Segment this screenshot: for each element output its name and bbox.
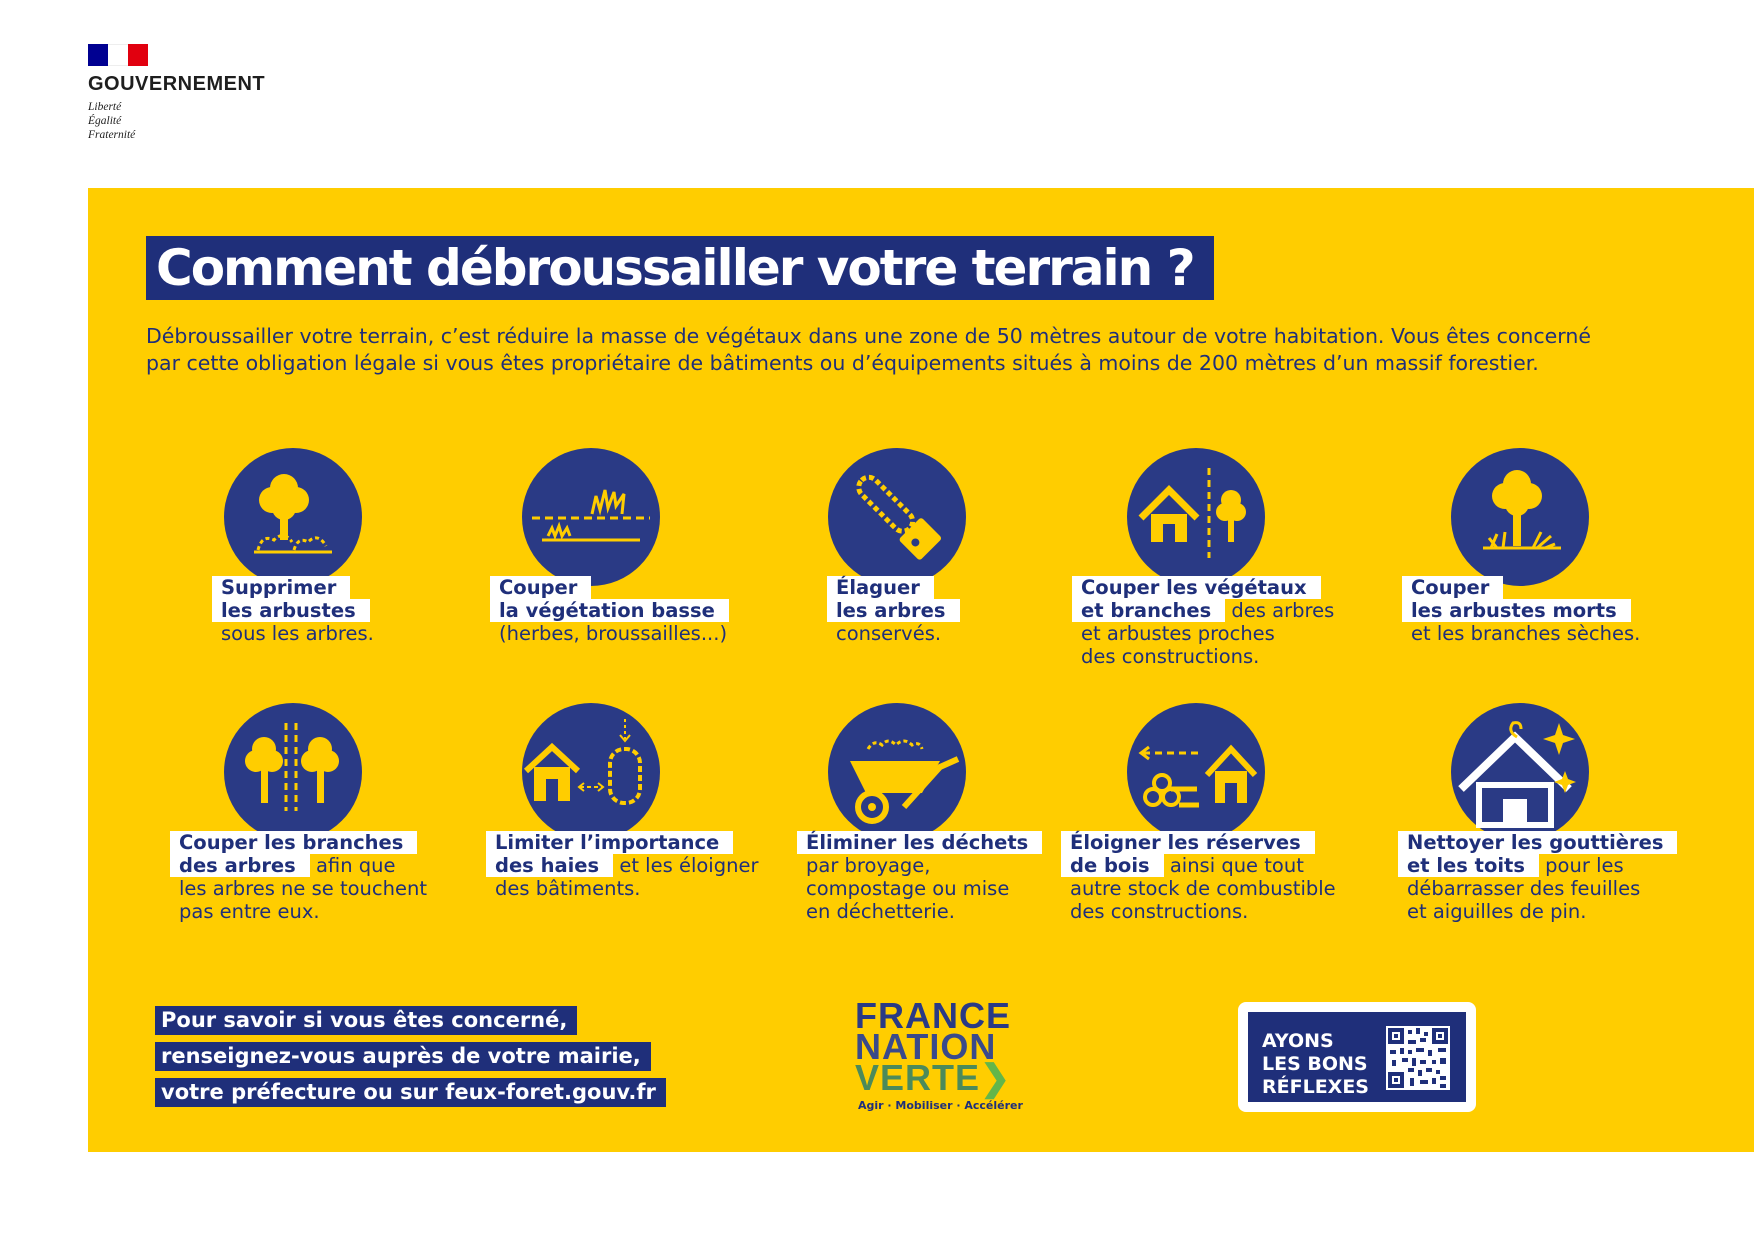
motto-line: Égalité bbox=[88, 115, 122, 127]
item-highlight: et branches bbox=[1072, 599, 1225, 622]
motto-line: Fraternité bbox=[88, 129, 136, 141]
item-highlight: Couper bbox=[1402, 576, 1503, 599]
item-highlight: les arbustes bbox=[212, 599, 370, 622]
item-text: conservés. bbox=[836, 622, 942, 645]
house-tree-icon bbox=[1127, 448, 1265, 586]
item-text: et les éloigner bbox=[613, 854, 759, 877]
marianne-flag-icon bbox=[88, 44, 148, 66]
item-highlight: Éloigner les réserves bbox=[1061, 831, 1315, 854]
logo-line: FRANCE bbox=[855, 995, 1011, 1036]
roof-clean-icon bbox=[1451, 703, 1589, 841]
item-text: les arbres ne se touchent bbox=[179, 877, 427, 900]
item-text: par broyage, bbox=[806, 854, 931, 877]
item-highlight: les arbustes morts bbox=[1402, 599, 1631, 622]
item-highlight: des haies bbox=[486, 854, 613, 877]
government-logo bbox=[88, 44, 265, 142]
item-text: afin que bbox=[309, 854, 396, 877]
item-highlight: des arbres bbox=[170, 854, 310, 877]
callout-line: Pour savoir si vous êtes concerné, bbox=[155, 1006, 577, 1035]
france-nation-verte-logo bbox=[855, 995, 1025, 1112]
item-text: et arbustes proches bbox=[1081, 622, 1275, 645]
item-highlight: Nettoyer les gouttières bbox=[1398, 831, 1677, 854]
logo-tagline: Agir · Mobiliser · Accélérer bbox=[858, 1099, 1023, 1112]
motto bbox=[88, 100, 265, 142]
item-highlight: et les toits bbox=[1398, 854, 1539, 877]
callout-line: votre préfecture ou sur feux-foret.gouv.fr bbox=[155, 1078, 666, 1107]
chevron-right-icon: ❯ bbox=[980, 1057, 1012, 1098]
house-hedge-icon bbox=[522, 703, 660, 841]
item-highlight: Couper les végétaux bbox=[1072, 576, 1321, 599]
logo-line: NATION bbox=[855, 1026, 997, 1067]
two-trees-icon bbox=[224, 703, 362, 841]
item-highlight: Élaguer bbox=[827, 576, 934, 599]
item-text: débarrasser des feuilles bbox=[1407, 877, 1641, 900]
badge-line: AYONS bbox=[1262, 1030, 1334, 1052]
item-highlight: Couper les branches bbox=[170, 831, 417, 854]
logs-house-icon bbox=[1127, 703, 1265, 841]
item-highlight: Limiter l’importance bbox=[486, 831, 733, 854]
intro-line: par cette obligation légale si vous êtes propriétaire de bâtiments ou d’équipements situés à moins de 200 mètres d’un massif forestier. bbox=[146, 351, 1539, 375]
bons-reflexes-badge bbox=[1238, 1002, 1476, 1112]
item-highlight: Couper bbox=[490, 576, 591, 599]
item-highlight: les arbres bbox=[827, 599, 960, 622]
item-text: ainsi que tout bbox=[1163, 854, 1304, 877]
item-text: des constructions. bbox=[1081, 645, 1260, 668]
item-text: sous les arbres. bbox=[221, 622, 374, 645]
info-callout bbox=[155, 1006, 666, 1114]
grass-cut-icon bbox=[522, 448, 660, 586]
item-text: des bâtiments. bbox=[495, 877, 641, 900]
item-text: et aiguilles de pin. bbox=[1407, 900, 1587, 923]
item-highlight: Supprimer bbox=[212, 576, 350, 599]
qr-code-icon[interactable] bbox=[1386, 1026, 1450, 1090]
item-text: (herbes, broussailles...) bbox=[499, 622, 728, 645]
item-highlight: Éliminer les déchets bbox=[797, 831, 1042, 854]
motto-line: Liberté bbox=[88, 101, 122, 113]
logo-line: VERTE bbox=[855, 1057, 981, 1098]
callout-line: renseignez-vous auprès de votre mairie, bbox=[155, 1042, 651, 1071]
item-text: compostage ou mise bbox=[806, 877, 1010, 900]
wheelbarrow-icon bbox=[828, 703, 966, 841]
item-text: des arbres bbox=[1225, 599, 1335, 622]
item-text: en déchetterie. bbox=[806, 900, 955, 923]
item-text: pour les bbox=[1538, 854, 1624, 877]
gov-title: GOUVERNEMENT bbox=[88, 73, 266, 95]
item-text: pas entre eux. bbox=[179, 900, 320, 923]
tree-shrubs-icon bbox=[224, 448, 362, 586]
intro-line: Débroussailler votre terrain, c’est réduire la masse de végétaux dans une zone de 50 mètres autour de votre habitation. Vous êtes concerné bbox=[146, 324, 1591, 348]
chainsaw-icon bbox=[828, 448, 966, 586]
badge-line: LES BONS bbox=[1262, 1053, 1368, 1075]
page-title: Comment débroussailler votre terrain ? bbox=[146, 236, 1214, 300]
item-text: des constructions. bbox=[1070, 900, 1249, 923]
item-highlight: de bois bbox=[1061, 854, 1164, 877]
item-text: autre stock de combustible bbox=[1070, 877, 1336, 900]
dead-shrub-icon bbox=[1451, 448, 1589, 586]
badge-line: RÉFLEXES bbox=[1262, 1076, 1369, 1098]
item-highlight: la végétation basse bbox=[490, 599, 729, 622]
item-text: et les branches sèches. bbox=[1411, 622, 1641, 645]
intro-text bbox=[146, 323, 1676, 377]
